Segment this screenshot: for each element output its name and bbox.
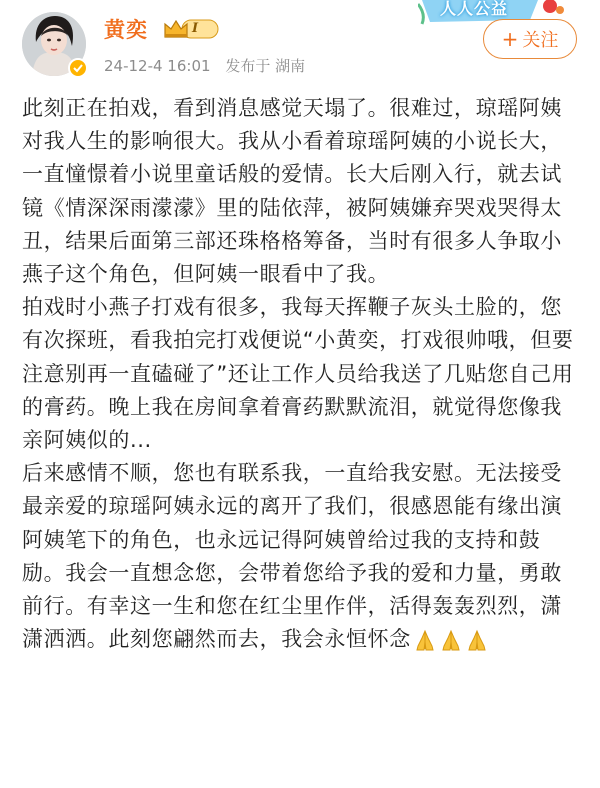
follow-button[interactable] — [483, 19, 577, 59]
post-timestamp: 24-12-4 16:01 — [104, 57, 211, 75]
plus-icon: + — [501, 27, 519, 51]
post-paragraph: 拍戏时小燕子打戏有很多，我每天挥鞭子灰头土脸的，您有次探班，看我拍完打戏便说“小黄奕，打戏很帅哦，但要注意别再一直磕碰了”还让工作人员给我送了几贴您自己用的膏药。晚上我在房间拿着膏药默默流泪，就觉得您像我亲阿姨似的... — [22, 295, 574, 453]
folded-hands-emoji-icon — [465, 628, 489, 652]
follow-button-label: 关注 — [522, 30, 559, 51]
post-paragraph — [22, 457, 578, 656]
verified-badge-icon — [68, 58, 88, 78]
post-paragraph: 此刻正在拍戏，看到消息感觉天塌了。很难过，琼瑶阿姨对我人生的影响很大。我从小看着琼瑶阿姨的小说长大，一直憧憬着小说里童话般的爱情。长大后刚入行，就去试镜《情深深雨濛濛》里的陆依萍，被阿姨嫌弃哭戏哭得太丑，结果后面第三部还珠格格筹备，当时有很多人争取小燕子这个角色，但阿姨一眼看中了我。 — [22, 96, 562, 287]
folded-hands-emoji-icon — [439, 628, 463, 652]
member-crown-badge[interactable] — [162, 17, 220, 41]
charity-decoration-text: 人人公益 — [440, 0, 509, 18]
post-body — [22, 92, 578, 656]
post-header — [0, 0, 600, 92]
username[interactable]: 黄奕 — [104, 18, 148, 42]
post-meta — [104, 55, 315, 76]
post-paragraph-text: 后来感情不顺，您也有联系我，一直给我安慰。无法接受最亲爱的琼瑶阿姨永远的离开了我们，很感恩能有缘出演阿姨笔下的角色，也永远记得阿姨曾给过我的支持和鼓励。我会一直想念您，会带着您给予我的爱和力量，勇敢前行。有幸这一生和您在红尘里作伴，活得轰轰烈烈，潇潇洒洒。此刻您翩然而去，我会永恒怀念 — [22, 461, 562, 652]
emoji-row — [411, 628, 489, 652]
member-level: I — [192, 21, 199, 36]
folded-hands-emoji-icon — [413, 628, 437, 652]
post-location: 发布于 湖南 — [225, 57, 306, 75]
